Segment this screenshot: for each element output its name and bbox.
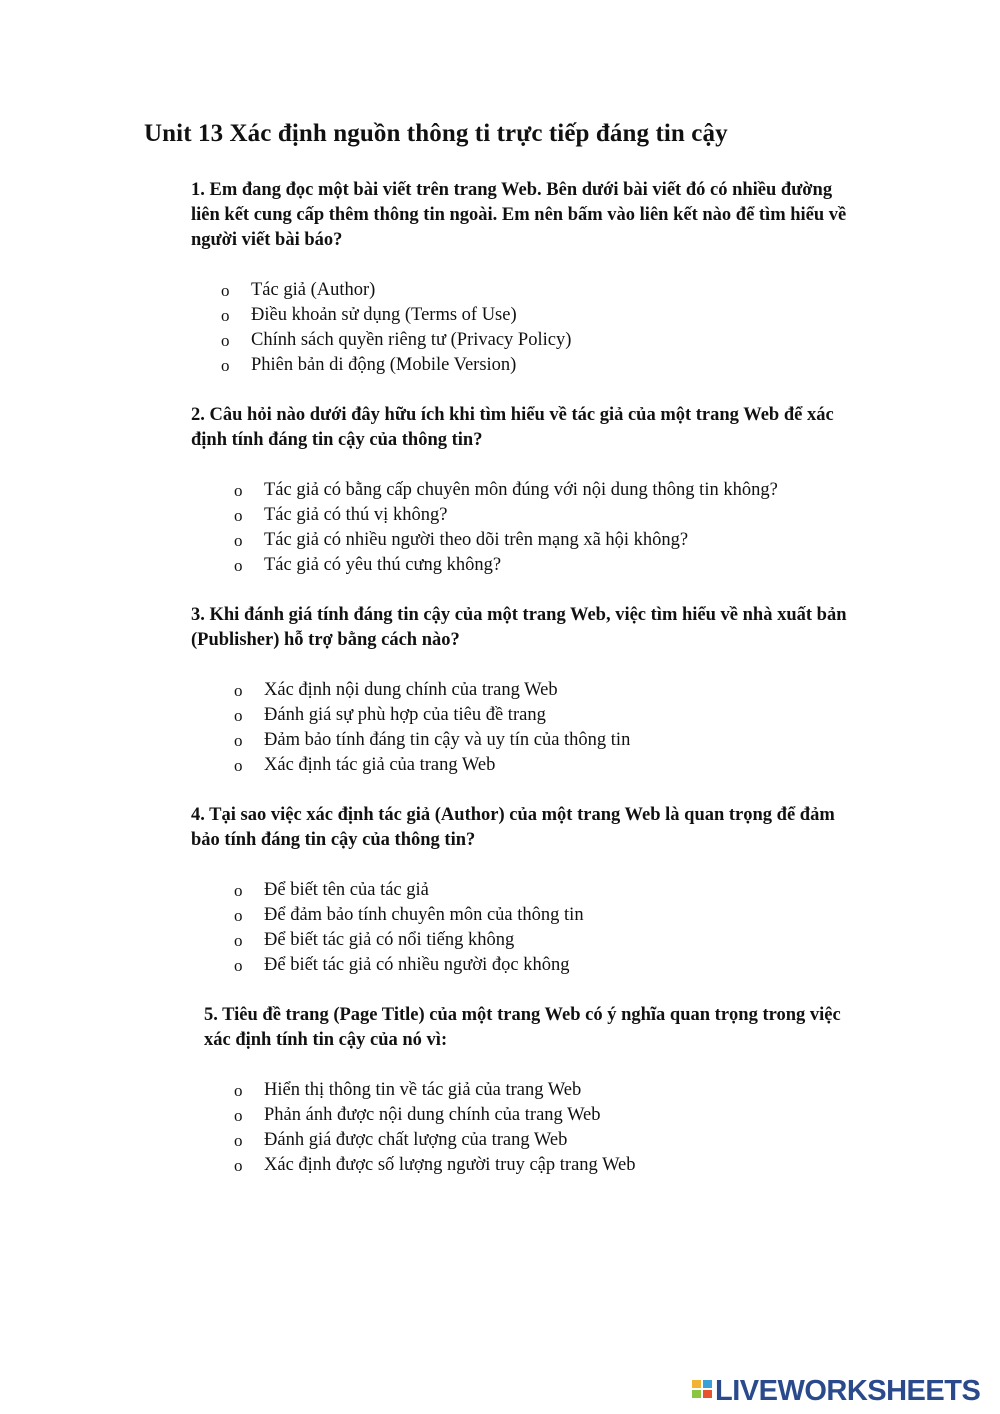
option-bullet: o: [234, 1131, 243, 1150]
liveworksheets-logo[interactable]: [692, 1376, 980, 1406]
option-bullet: o: [234, 906, 243, 925]
option-bullet: o: [234, 506, 243, 525]
option[interactable]: o Tác giả có nhiều người theo dõi trên mạng xã hội không?: [191, 528, 911, 553]
option-bullet: o: [234, 481, 243, 500]
option[interactable]: o Đánh giá sự phù hợp của tiêu đề trang: [191, 703, 911, 728]
option-bullet: o: [234, 1156, 243, 1175]
option[interactable]: o Xác định nội dung chính của trang Web: [191, 678, 911, 703]
option[interactable]: o Tác giả (Author): [191, 278, 911, 303]
question-3-text: 3. Khi đánh giá tính đáng tin cậy của một trang Web, việc tìm hiểu về nhà xuất bản (Publisher) hỗ trợ bằng cách nào?: [191, 605, 847, 650]
question-4-text: 4. Tại sao việc xác định tác giả (Author) của một trang Web là quan trọng để đảm bảo tính đáng tin cậy của thông tin?: [191, 805, 835, 850]
option-bullet: o: [234, 731, 243, 750]
page-title: Unit 13 Xác định nguồn thông ti trực tiếp đáng tin cậy: [144, 120, 728, 147]
question-1-options: [191, 278, 911, 378]
option[interactable]: o Để biết tác giả có nổi tiếng không: [191, 928, 911, 953]
option-bullet: o: [234, 1081, 243, 1100]
option-bullet: o: [234, 881, 243, 900]
question-5-text: 5. Tiêu đề trang (Page Title) của một trang Web có ý nghĩa quan trọng trong việc xác định tính tin cậy của nó vì:: [204, 1005, 841, 1050]
question-4-options: [191, 878, 911, 978]
option[interactable]: o Xác định được số lượng người truy cập trang Web: [204, 1153, 924, 1178]
option[interactable]: o Tác giả có yêu thú cưng không?: [191, 553, 911, 578]
option-bullet: o: [234, 956, 243, 975]
option[interactable]: o Phản ánh được nội dung chính của trang Web: [204, 1103, 924, 1128]
option-bullet: o: [234, 931, 243, 950]
question-2-options: [191, 478, 911, 578]
option-bullet: o: [221, 356, 230, 375]
question-4: [191, 803, 911, 978]
option[interactable]: o Để đảm bảo tính chuyên môn của thông tin: [191, 903, 911, 928]
logo-text: LIVEWORKSHEETS: [715, 1375, 981, 1407]
option-bullet: o: [234, 706, 243, 725]
option[interactable]: o Xác định tác giả của trang Web: [191, 753, 911, 778]
option[interactable]: o Đánh giá được chất lượng của trang Web: [204, 1128, 924, 1153]
option-bullet: o: [221, 281, 230, 300]
option-bullet: o: [234, 681, 243, 700]
question-2: [191, 403, 911, 578]
question-1-text: 1. Em đang đọc một bài viết trên trang Web. Bên dưới bài viết đó có nhiều đường liên kết cung cấp thêm thông tin ngoài. Em nên bấm vào liên kết nào để tìm hiểu về người viết bài báo?: [191, 180, 847, 250]
option[interactable]: o Chính sách quyền riêng tư (Privacy Policy): [191, 328, 911, 353]
option-bullet: o: [221, 306, 230, 325]
option-bullet: o: [234, 1106, 243, 1125]
option[interactable]: o Phiên bản di động (Mobile Version): [191, 353, 911, 378]
option[interactable]: o Tác giả có bằng cấp chuyên môn đúng với nội dung thông tin không?: [191, 478, 911, 503]
question-3: [191, 603, 911, 778]
option-bullet: o: [221, 331, 230, 350]
liveworksheets-mark-icon: [692, 1378, 712, 1404]
question-2-text: 2. Câu hỏi nào dưới đây hữu ích khi tìm hiểu về tác giả của một trang Web để xác định tính đáng tin cậy của thông tin?: [191, 405, 834, 450]
option[interactable]: o Để biết tác giả có nhiều người đọc không: [191, 953, 911, 978]
question-5: [204, 1003, 924, 1178]
option[interactable]: o Tác giả có thú vị không?: [191, 503, 911, 528]
option-bullet: o: [234, 756, 243, 775]
option-bullet: o: [234, 556, 243, 575]
option[interactable]: o Điều khoản sử dụng (Terms of Use): [191, 303, 911, 328]
option[interactable]: o Hiển thị thông tin về tác giả của trang Web: [204, 1078, 924, 1103]
option-bullet: o: [234, 531, 243, 550]
option[interactable]: o Để biết tên của tác giả: [191, 878, 911, 903]
question-5-options: [204, 1078, 924, 1178]
option[interactable]: o Đảm bảo tính đáng tin cậy và uy tín của thông tin: [191, 728, 911, 753]
question-3-options: [191, 678, 911, 778]
question-1: [191, 178, 911, 378]
